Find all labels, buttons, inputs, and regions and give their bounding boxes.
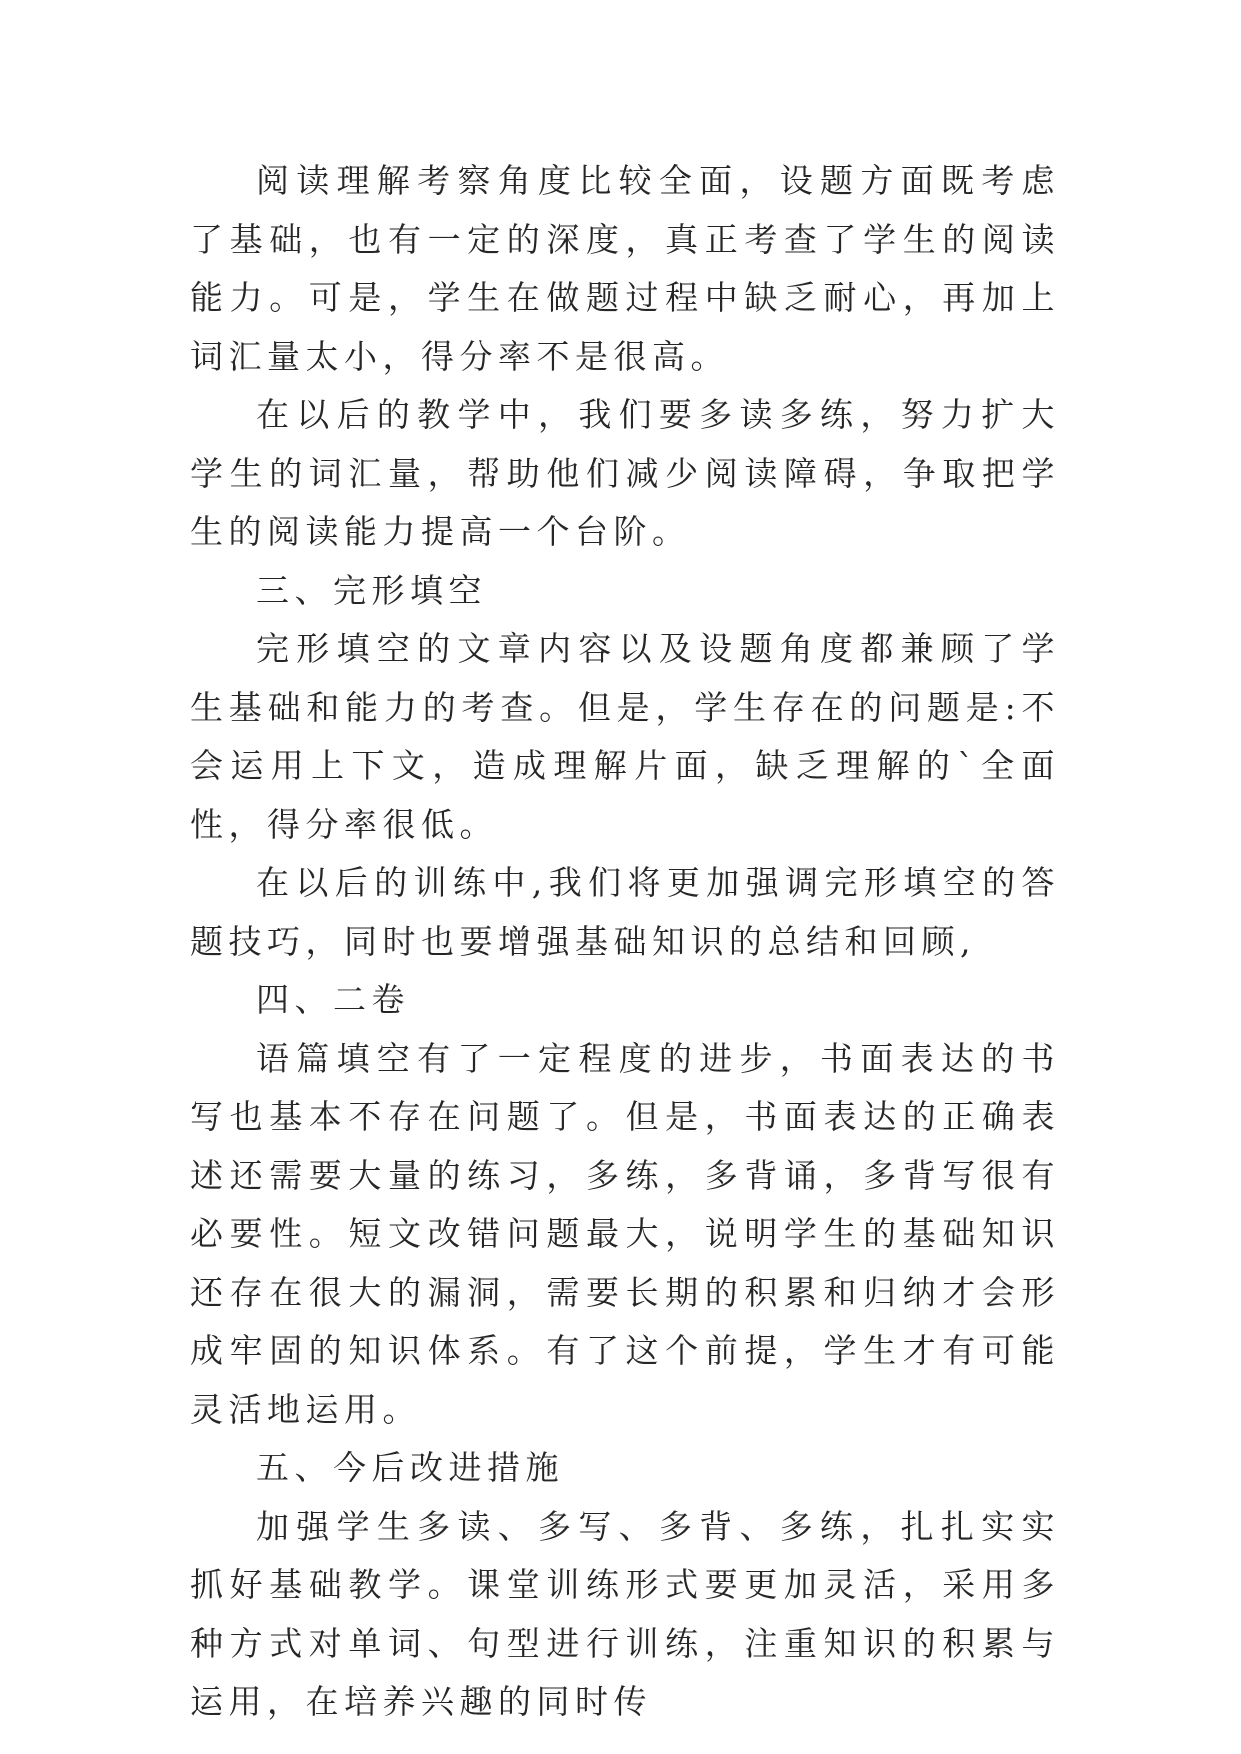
section-heading-paper-two: 四、二卷: [256, 980, 410, 1019]
paragraph-reading-plan: 在以后的教学中，我们要多读多练，努力扩大学生的词汇量，帮助他们减少阅读障碍，争取把学生的阅读能力提高一个台阶。: [190, 395, 1060, 551]
section-heading-improvements: 五、今后改进措施: [256, 1448, 564, 1487]
paragraph-cloze-plan: 在以后的训练中,我们将更加强调完形填空的答题技巧，同时也要增强基础知识的总结和回顾,: [190, 863, 1060, 961]
paragraph-cloze-analysis: 完形填空的文章内容以及设题角度都兼顾了学生基础和能力的考查。但是，学生存在的问题是:不会运用上下文，造成理解片面，缺乏理解的`全面性，得分率很低。: [190, 629, 1060, 844]
paragraph-reading-analysis: 阅读理解考察角度比较全面，设题方面既考虑了基础，也有一定的深度，真正考查了学生的阅读能力。可是，学生在做题过程中缺乏耐心，再加上词汇量太小，得分率不是很高。: [190, 161, 1060, 376]
paragraph-improvements: 加强学生多读、多写、多背、多练，扎扎实实抓好基础教学。课堂训练形式要更加灵活，采用多种方式对单词、句型进行训练，注重知识的积累与运用，在培养兴趣的同时传: [190, 1506, 1060, 1721]
section-heading-cloze: 三、完形填空: [256, 570, 487, 610]
document-body: [190, 152, 1060, 1732]
paragraph-paper-two-analysis: 语篇填空有了一定程度的进步，书面表达的书写也基本不存在问题了。但是，书面表达的正确表述还需要大量的练习，多练，多背诵，多背写很有必要性。短文改错问题最大，说明学生的基础知识还存在很大的漏洞，需要长期的积累和归纳才会形成牢固的知识体系。有了这个前提，学生才有可能灵活地运用。: [190, 1038, 1060, 1429]
